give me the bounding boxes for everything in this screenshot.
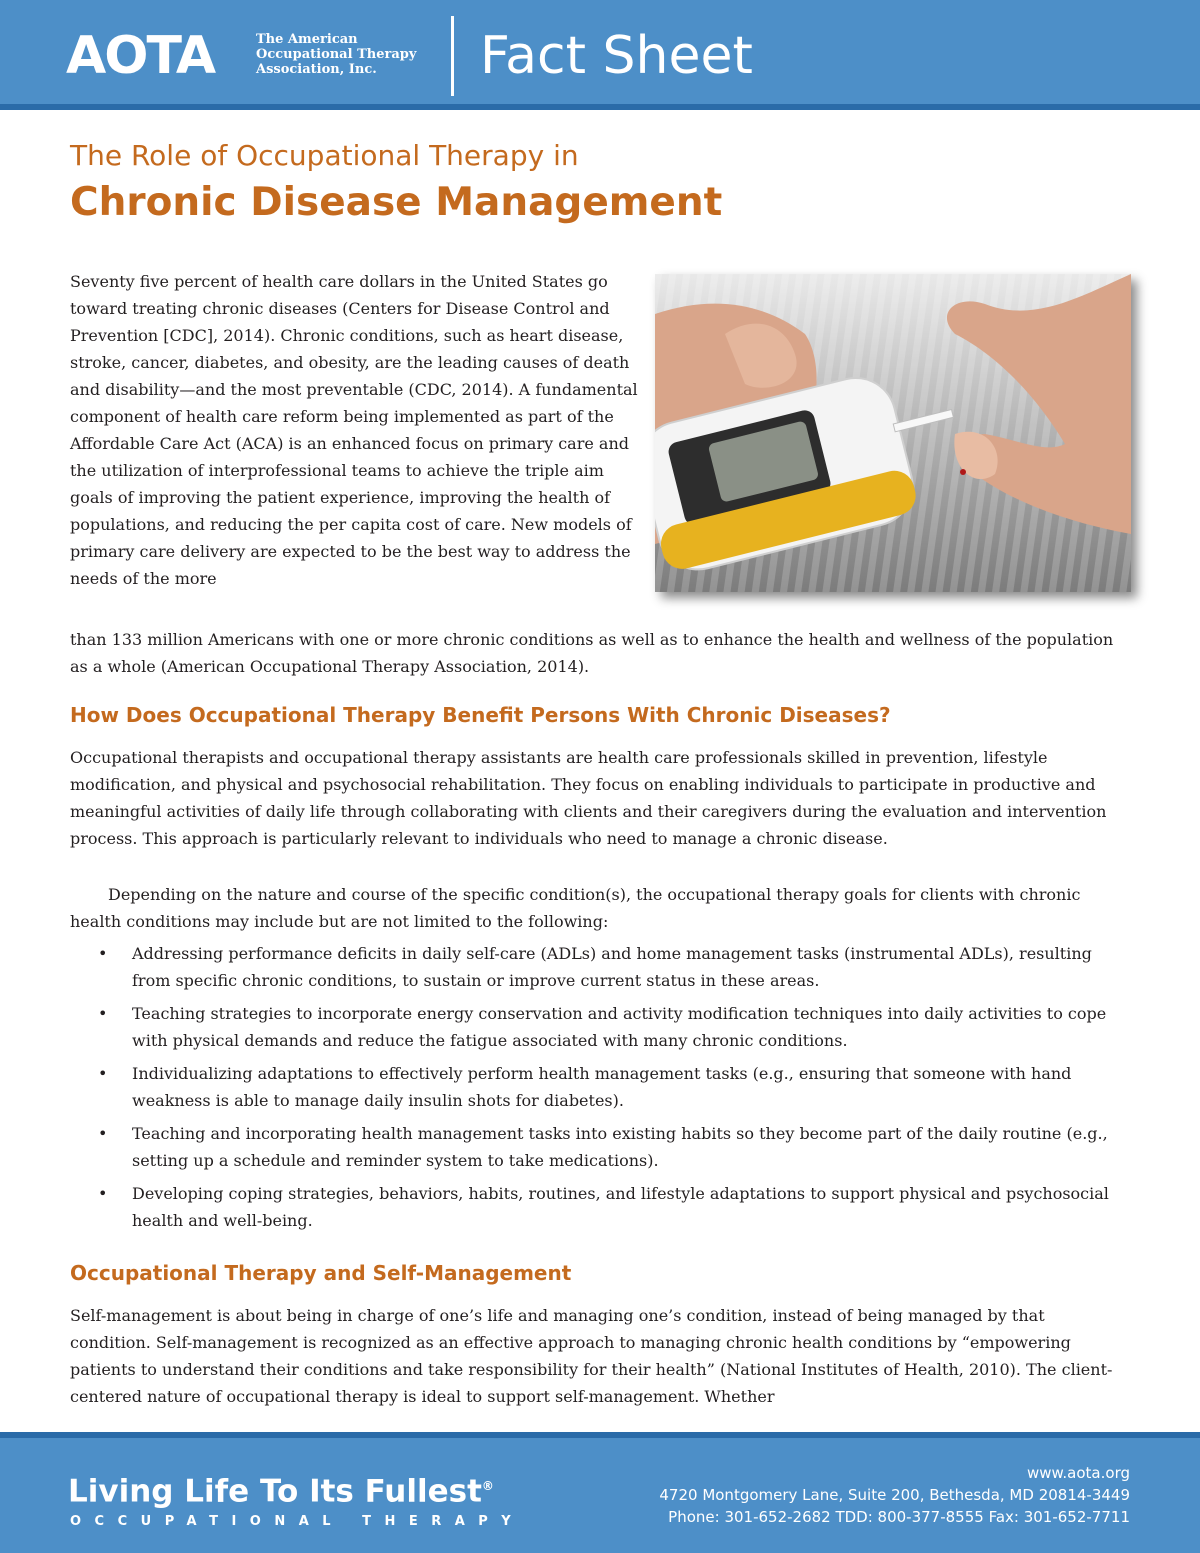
org-name bbox=[256, 32, 436, 77]
phone-numbers: Phone: 301-652-2682 TDD: 800-377-8555 Fax: 301-652-7711 bbox=[668, 1508, 1130, 1526]
bullet-icon: • bbox=[98, 1124, 108, 1143]
section-paragraph: Self-management is about being in charge of one’s life and managing one’s condition, instead of being managed by that condition. Self-management is recognized as an effective approach to managing chronic health conditions by “empowering patients to understand their conditions and take responsibility for their health” (National Institutes of Health, 2010). The client-centered nature of occupational therapy is ideal to support self-management. Whether bbox=[70, 1306, 1113, 1406]
section-paragraph: Occupational therapists and occupational therapy assistants are health care professionals skilled in prevention, lifestyle modification, and physical and psychosocial rehabilitation. They focus on enabling individuals to participate in productive and meaningful activities of daily life through collaborating with clients and their caregivers during the evaluation and intervention process. This approach is particularly relevant to individuals who need to manage a chronic disease. bbox=[70, 748, 1107, 848]
list-item bbox=[70, 1060, 1130, 1114]
doc-type-label: Fact Sheet bbox=[480, 26, 753, 86]
list-item bbox=[70, 940, 1130, 994]
contact-info bbox=[530, 1462, 1130, 1528]
header-rule bbox=[0, 104, 1200, 110]
section-paragraph: Depending on the nature and course of the specific condition(s), the occupational therapy goals for clients with chronic health conditions may include but are not limited to the following: bbox=[70, 885, 1081, 931]
section-heading: Occupational Therapy and Self-Management bbox=[70, 1261, 572, 1285]
list-item bbox=[70, 1000, 1130, 1054]
glucose-meter-photo bbox=[655, 274, 1131, 592]
intro-paragraph: Seventy five percent of health care dollars in the United States go toward treating chronic diseases (Centers for Disease Control and Prevention [CDC], 2014). Chronic conditions, such as heart disease, stroke, cancer, diabetes, and obesity, are the leading causes of death and disability—and the most preventable (CDC, 2014). A fundamental component of health care reform being implemented as part of the Affordable Care Act (ACA) is an enhanced focus on primary care and the utilization of interprofessional teams to achieve the triple aim goals of improving the patient experience, improving the health of populations, and reducing the per capita cost of care. New models of primary care delivery are expected to be the best way to address the needs of the more bbox=[70, 272, 638, 588]
bullet-icon: • bbox=[98, 1064, 108, 1083]
header-banner bbox=[0, 0, 1200, 104]
org-name-line: The American bbox=[256, 32, 358, 47]
footer-tagline-sub: OCCUPATIONAL THERAPY bbox=[70, 1514, 525, 1529]
intro-continuation: than 133 million Americans with one or more chronic conditions as well as to enhance the health and wellness of the population as a whole (American Occupational Therapy Association, 2014). bbox=[70, 630, 1114, 676]
photo-illustration bbox=[655, 274, 1131, 592]
header-divider bbox=[451, 16, 454, 96]
tagline-text: Living Life To Its Fullest bbox=[68, 1473, 482, 1510]
aota-logo: AOTA bbox=[66, 26, 215, 86]
footer-tagline bbox=[68, 1466, 494, 1511]
address: 4720 Montgomery Lane, Suite 200, Bethesda, MD 20814-3449 bbox=[659, 1486, 1130, 1504]
list-item bbox=[70, 1120, 1130, 1174]
org-name-line: Association, Inc. bbox=[256, 62, 377, 77]
list-item-text: Developing coping strategies, behaviors, habits, routines, and lifestyle adaptations to support physical and psychosocial health and well-being. bbox=[132, 1184, 1109, 1230]
list-item bbox=[70, 1180, 1130, 1234]
bullet-icon: • bbox=[98, 944, 108, 963]
website-link[interactable]: www.aota.org bbox=[1026, 1464, 1130, 1482]
list-item-text: Individualizing adaptations to effectively perform health management tasks (e.g., ensuring that someone with hand weakness is able to manage daily insulin shots for diabetes). bbox=[132, 1064, 1072, 1110]
page-subtitle: The Role of Occupational Therapy in bbox=[70, 139, 579, 172]
page-title: Chronic Disease Management bbox=[70, 180, 723, 225]
trademark-icon: ® bbox=[481, 1479, 494, 1493]
list-item-text: Teaching and incorporating health management tasks into existing habits so they become part of the daily routine (e.g., setting up a schedule and reminder system to take medications). bbox=[132, 1124, 1108, 1170]
section-heading: How Does Occupational Therapy Benefit Persons With Chronic Diseases? bbox=[70, 703, 891, 727]
list-item-text: Teaching strategies to incorporate energy conservation and activity modification techniques into daily activities to cope with physical demands and reduce the fatigue associated with many chronic conditions. bbox=[132, 1004, 1107, 1050]
bullet-icon: • bbox=[98, 1004, 108, 1023]
list-item-text: Addressing performance deficits in daily self-care (ADLs) and home management tasks (instrumental ADLs), resulting from specific chronic conditions, to sustain or improve current status in these areas. bbox=[132, 944, 1092, 990]
goals-list bbox=[70, 940, 1130, 1240]
bullet-icon: • bbox=[98, 1184, 108, 1203]
org-name-line: Occupational Therapy bbox=[256, 47, 417, 62]
